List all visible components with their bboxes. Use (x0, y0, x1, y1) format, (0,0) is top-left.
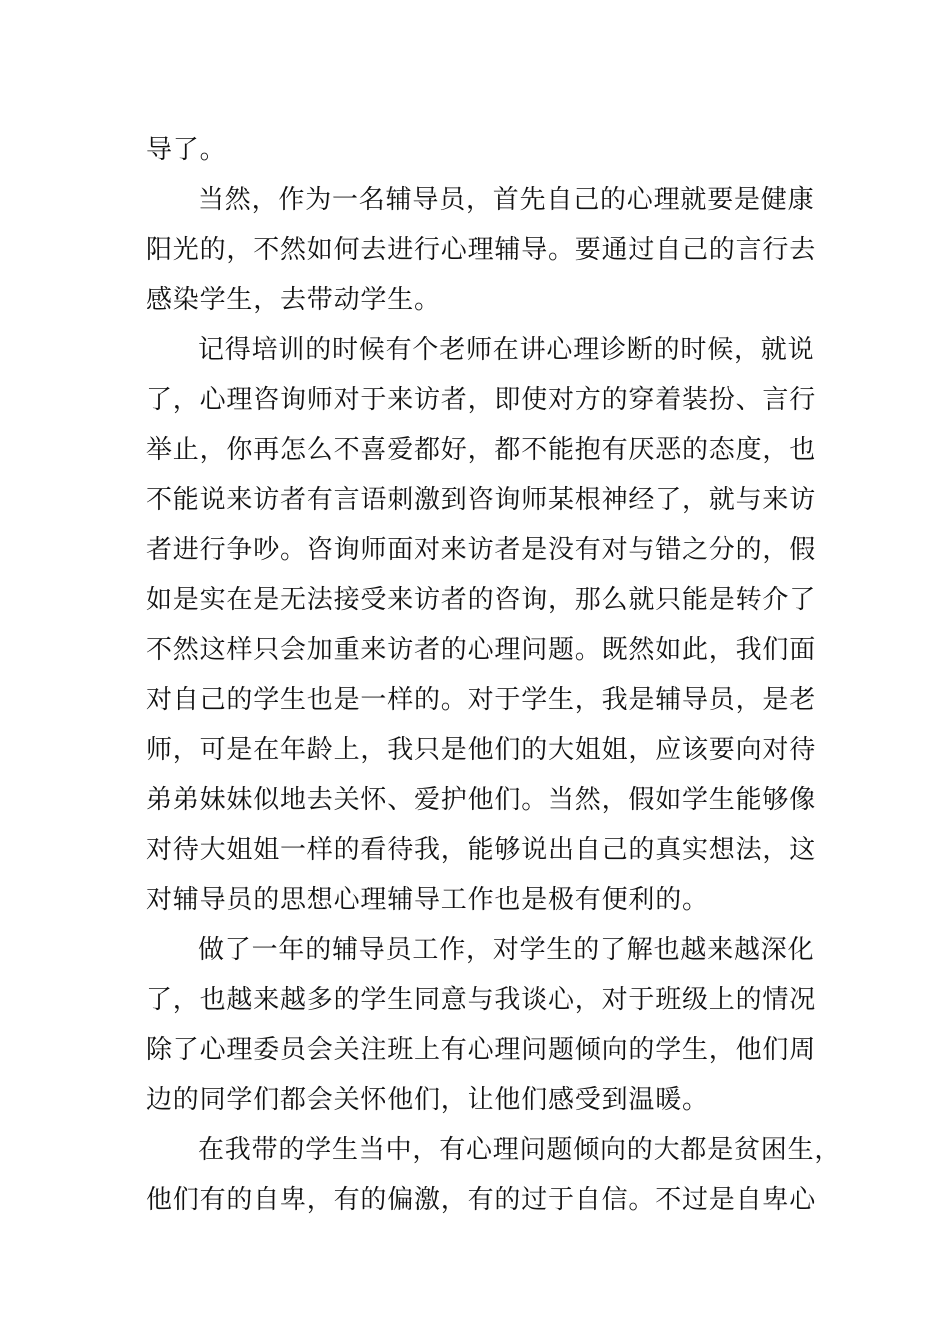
text-line: 对待大姐姐一样的看待我，能够说出自己的真实想法，这 (146, 835, 817, 865)
text-line: 不能说来访者有言语刺激到咨询师某根神经了，就与来访 (146, 485, 817, 515)
text-line: 如是实在是无法接受来访者的咨询，那么就只能是转介了 (146, 585, 817, 615)
paragraph (146, 1125, 842, 1225)
text-line: 者进行争吵。咨询师面对来访者是没有对与错之分的，假 (146, 535, 817, 565)
text-line: 做了一年的辅导员工作，对学生的了解也越来越深化 (198, 935, 815, 965)
text-line: 了，心理咨询师对于来访者，即使对方的穿着装扮、言行 (146, 385, 817, 415)
text-line: 记得培训的时候有个老师在讲心理诊断的时候，就说 (198, 335, 815, 365)
text-line: 举止，你再怎么不喜爱都好，都不能抱有厌恶的态度，也 (146, 435, 817, 465)
text-line: 在我带的学生当中，有心理问题倾向的大都是贫困生， (198, 1135, 842, 1165)
paragraph (146, 175, 836, 325)
text-line: 除了心理委员会关注班上有心理问题倾向的学生，他们周 (146, 1035, 817, 1065)
paragraph (146, 925, 836, 1125)
text-line: 边的同学们都会关怀他们，让他们感受到温暖。 (146, 1085, 709, 1115)
paragraph (146, 125, 836, 175)
text-line: 了，也越来越多的学生同意与我谈心，对于班级上的情况 (146, 985, 817, 1015)
text-line: 阳光的，不然如何去进行心理辅导。要通过自己的言行去 (146, 235, 817, 265)
text-line: 对辅导员的思想心理辅导工作也是极有便利的。 (146, 885, 709, 915)
text-line: 师，可是在年龄上，我只是他们的大姐姐，应该要向对待 (146, 735, 817, 765)
text-line: 他们有的自卑，有的偏激，有的过于自信。不过是自卑心 (146, 1185, 817, 1215)
text-line: 弟弟妹妹似地去关怀、爱护他们。当然，假如学生能够像 (146, 785, 817, 815)
text-line: 导了。 (146, 135, 227, 165)
text-line: 对自己的学生也是一样的。对于学生，我是辅导员，是老 (146, 685, 817, 715)
text-line: 感染学生，去带动学生。 (146, 285, 441, 315)
body-text (146, 125, 842, 1225)
text-line: 当然，作为一名辅导员，首先自己的心理就要是健康 (198, 185, 815, 215)
text-line: 不然这样只会加重来访者的心理问题。既然如此，我们面 (146, 635, 817, 665)
paragraph (146, 325, 836, 925)
